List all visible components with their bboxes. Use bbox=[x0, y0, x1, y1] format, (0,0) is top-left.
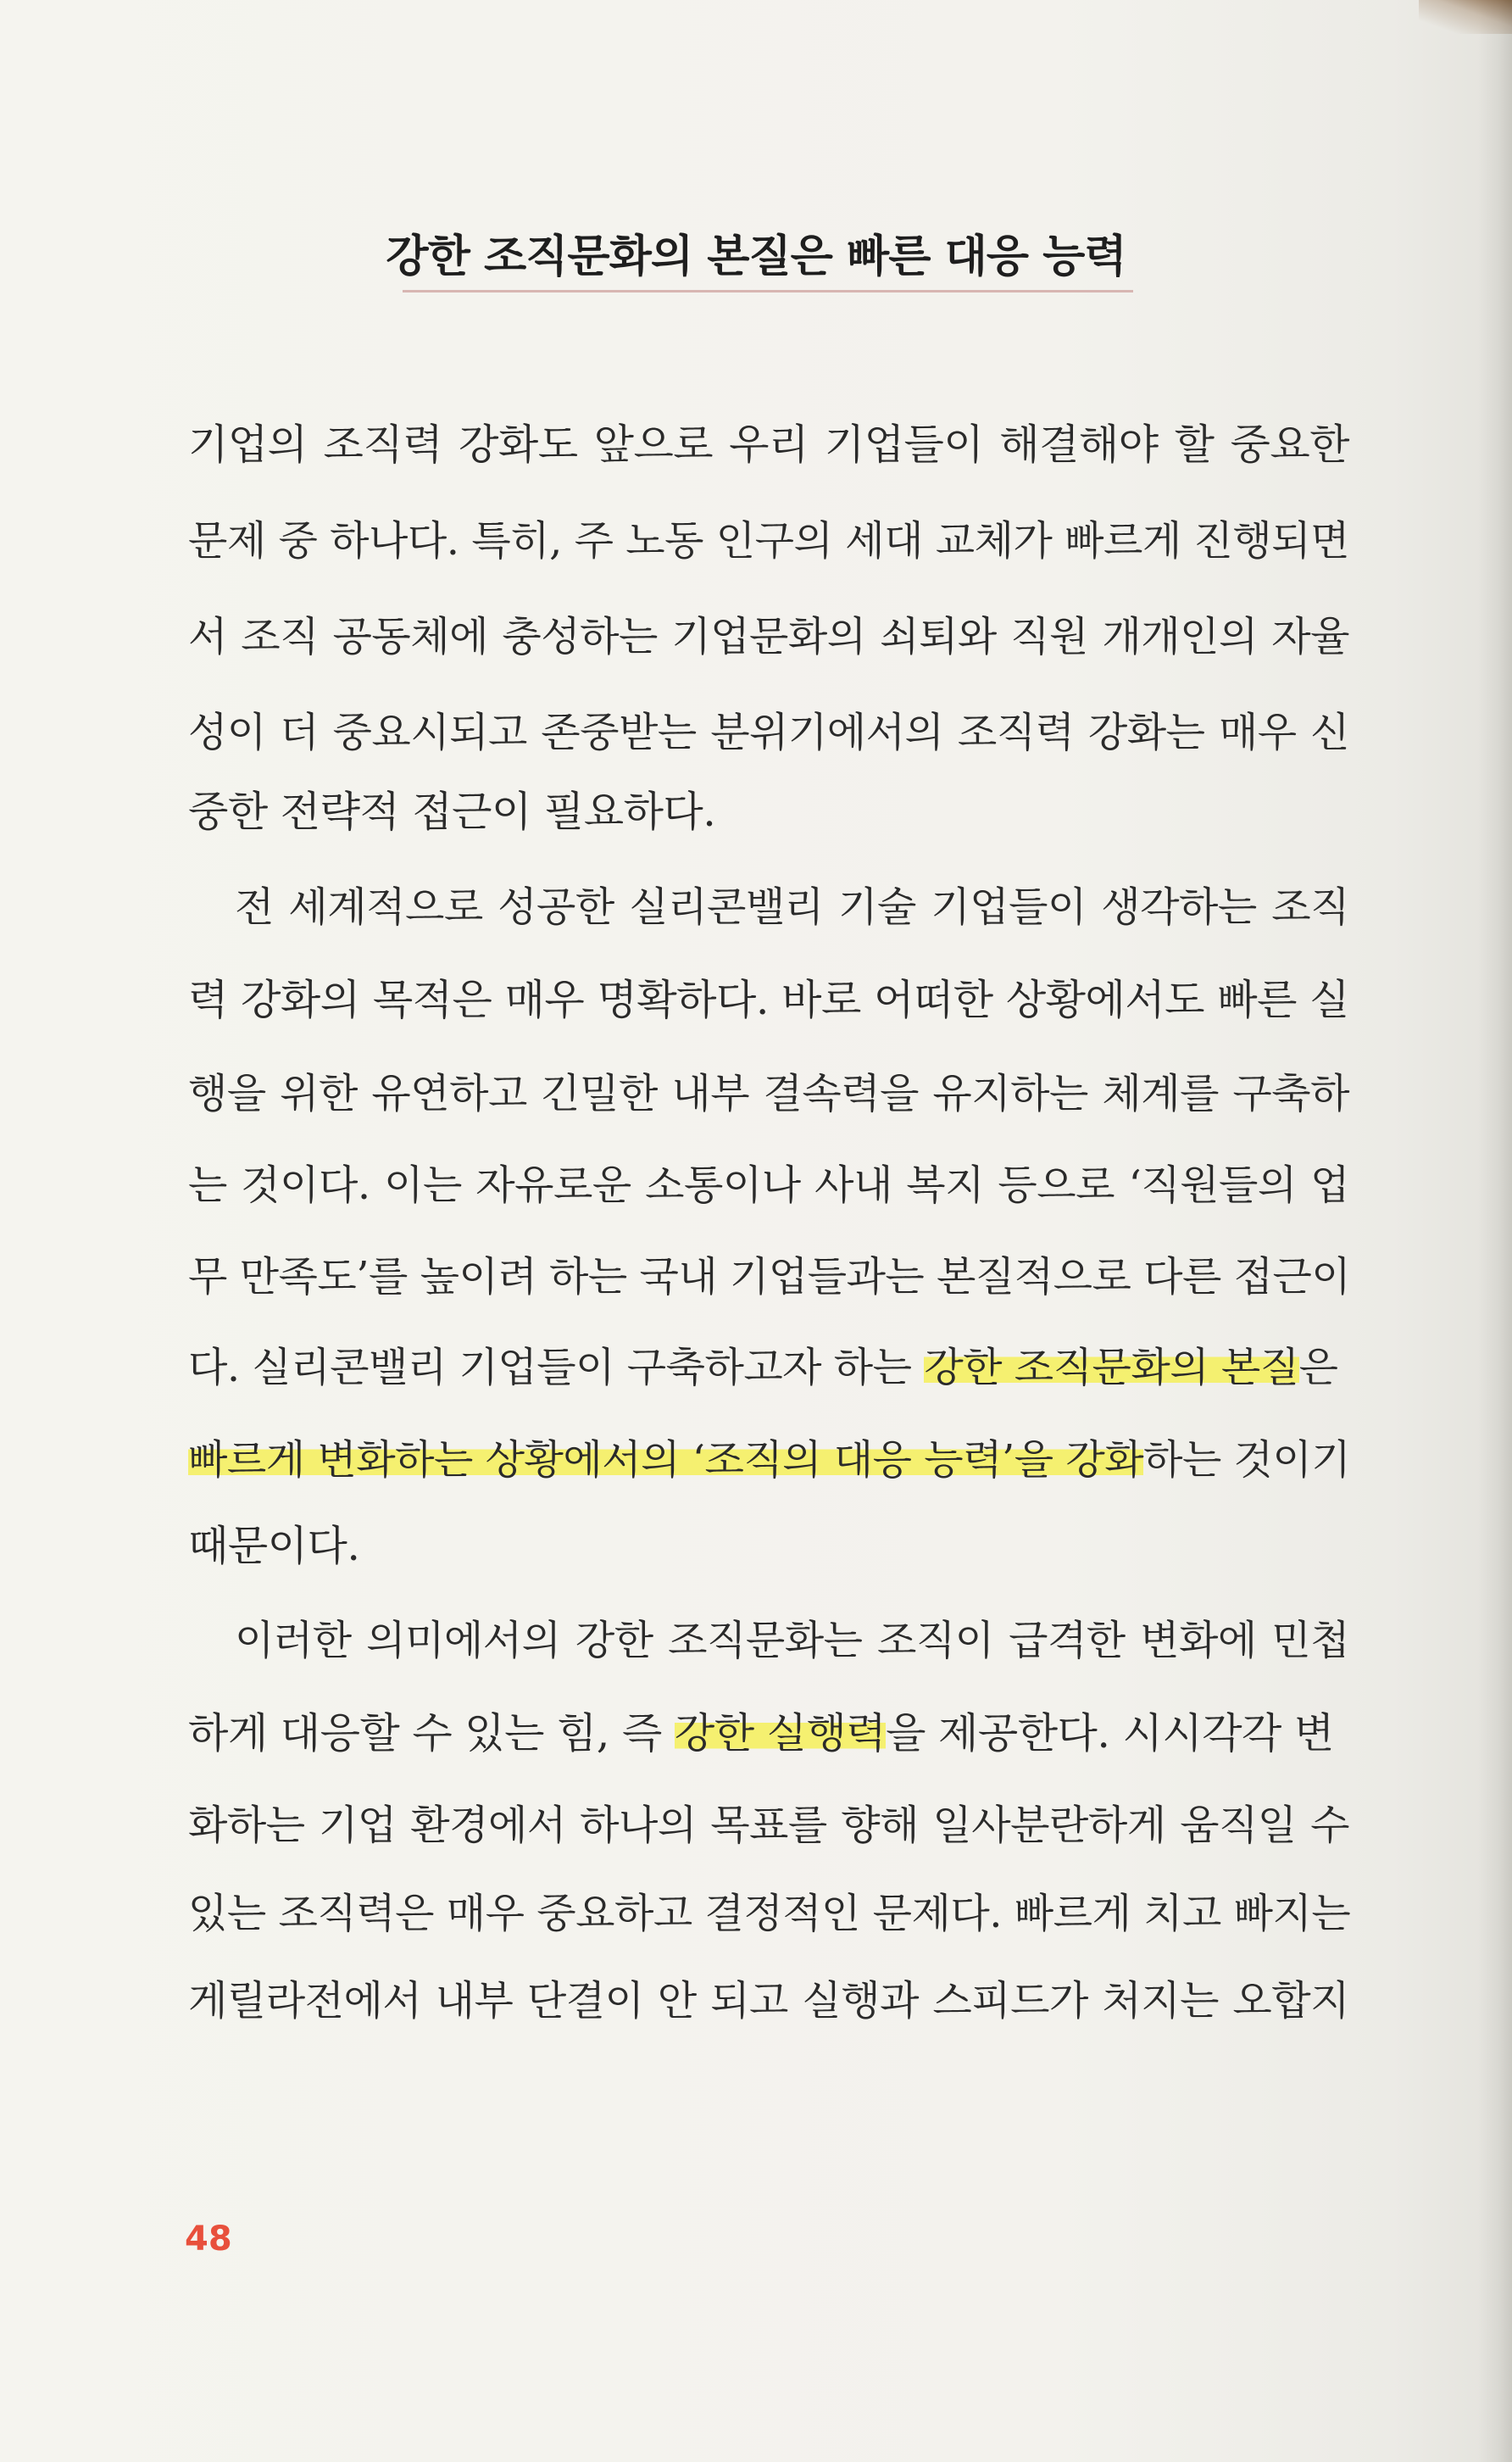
text-line-4: 성이 더 중요시되고 존중받는 분위기에서의 조직력 강화는 매우 신 bbox=[188, 709, 1349, 756]
text-line-12 bbox=[188, 1426, 1349, 1494]
text-line-11 bbox=[188, 1334, 1349, 1401]
text-line-8: 행을 위한 유연하고 긴밀한 내부 결속력을 유지하는 체계를 구축하 bbox=[188, 1070, 1349, 1117]
page-edge-shadow bbox=[1478, 0, 1512, 2462]
text-line-15 bbox=[188, 1700, 1349, 1768]
highlighted-text: 빠르게 변화하는 상황에서의 ‘조직의 대응 능력’을 강화 bbox=[188, 1436, 1144, 1484]
text-line-3: 서 조직 공동체에 충성하는 기업문화의 쇠퇴와 직원 개개인의 자율 bbox=[188, 613, 1349, 660]
text-line-2: 문제 중 하나다. 특히, 주 노동 인구의 세대 교체가 빠르게 진행되면 bbox=[188, 517, 1349, 565]
text-line-9: 는 것이다. 이는 자유로운 소통이나 사내 복지 등으로 ‘직원들의 업 bbox=[188, 1161, 1349, 1209]
text-segment: 은 bbox=[1298, 1344, 1338, 1391]
section-title: 강한 조직문화의 본질은 빠른 대응 능력 bbox=[386, 231, 1126, 282]
highlighted-text: 강한 실행력 bbox=[674, 1709, 887, 1757]
text-line-13: 때문이다. bbox=[188, 1522, 360, 1570]
text-line-17: 있는 조직력은 매우 중요하고 결정적인 문제다. 빠르게 치고 빠지는 bbox=[188, 1890, 1351, 1937]
highlighted-text: 강한 조직문화의 본질 bbox=[924, 1344, 1299, 1391]
text-line-16: 화하는 기업 환경에서 하나의 목표를 향해 일사분란하게 움직일 수 bbox=[188, 1802, 1349, 1849]
text-line-7: 력 강화의 목적은 매우 명확하다. 바로 어떠한 상황에서도 빠른 실 bbox=[188, 976, 1349, 1024]
text-line-1: 기업의 조직력 강화도 앞으로 우리 기업들이 해결해야 할 중요한 bbox=[188, 421, 1349, 469]
text-line-10: 무 만족도’를 높이려 하는 국내 기업들과는 본질적으로 다른 접근이 bbox=[188, 1253, 1351, 1301]
text-segment: 다. 실리콘밸리 기업들이 구축하고자 하는 bbox=[188, 1344, 925, 1391]
text-line-5: 중한 전략적 접근이 필요하다. bbox=[188, 788, 716, 836]
page-number: 48 bbox=[185, 2220, 232, 2259]
title-underline bbox=[403, 290, 1133, 292]
text-line-14: 이러한 의미에서의 강한 조직문화는 조직이 급격한 변화에 민첩 bbox=[235, 1617, 1349, 1664]
text-line-18: 게릴라전에서 내부 단결이 안 되고 실행과 스피드가 처지는 오합지 bbox=[188, 1977, 1349, 2025]
text-segment: 하는 것이기 bbox=[1143, 1436, 1351, 1484]
text-segment: 을 제공한다. 시시각각 변 bbox=[886, 1709, 1334, 1757]
text-line-6: 전 세계적으로 성공한 실리콘밸리 기술 기업들이 생각하는 조직 bbox=[235, 883, 1349, 931]
text-segment: 하게 대응할 수 있는 힘, 즉 bbox=[188, 1709, 675, 1757]
